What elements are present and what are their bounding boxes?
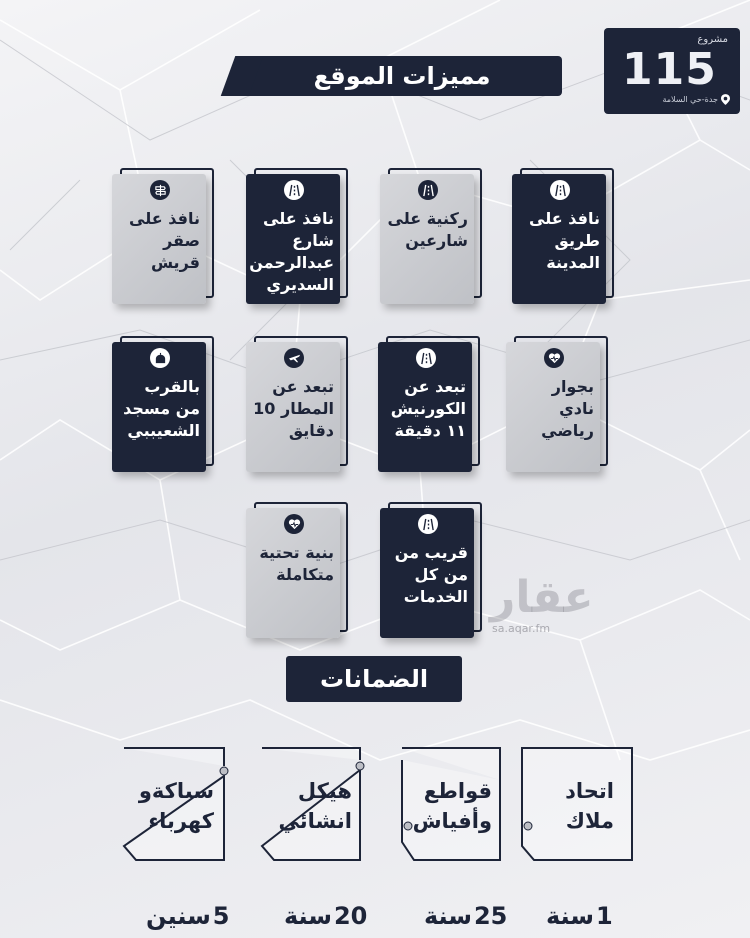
feature-card [112,342,206,472]
page-title: مميزات الموقع [313,62,491,90]
feature-text: نافذ على صقر قريش [129,209,200,272]
guarantee-unit: سنة [424,902,472,930]
signpost-icon [150,180,170,200]
guarantees-title: الضمانات [319,665,429,693]
heart-pulse-icon [284,514,304,534]
feature-card [506,342,600,472]
guarantee-box [404,748,502,856]
road-icon [416,348,436,368]
guarantee-text: اتحاد ملاك [565,779,614,833]
guarantee-unit: سنة [546,902,594,930]
project-badge [604,28,740,114]
guarantee-duration [424,902,507,930]
road-icon [418,514,438,534]
guarantee-unit: سنة [284,902,332,930]
guarantee-duration [546,902,613,930]
guarantee-text: قواطع وأفياش [412,779,492,833]
road-icon [550,180,570,200]
airplane-icon [284,348,304,368]
guarantee-duration [284,902,367,930]
project-location [662,94,730,105]
feature-card [378,342,472,472]
location-text: جدة-حي السلامة [662,95,718,104]
guarantee-text: سباكةو كهرباء [138,779,214,833]
feature-card [246,174,340,304]
feature-text: بجوار نادي رياضي [541,377,594,440]
project-number: 115 [622,44,717,95]
location-pin-icon [721,94,730,105]
guarantee-years: 5 [212,902,230,930]
guarantee-years: 20 [333,902,368,930]
feature-text: تبعد عن المطار 10 دقايق [253,377,334,440]
watermark-logo: عقار [490,572,594,623]
feature-card [512,174,606,304]
mosque-icon [150,348,170,368]
feature-card [246,342,340,472]
section-title-bar [242,56,562,96]
guarantee-box [526,748,624,856]
guarantees-title-bar [286,656,462,702]
road-icon [418,180,438,200]
guarantee-duration [146,902,230,930]
guarantee-text: هيكل انشائي [278,779,352,833]
guarantee-box [264,748,362,856]
feature-card [246,508,340,638]
feature-text: ركنية على شارعين [387,209,468,250]
feature-text: قريب من من كل الخدمات [394,543,468,606]
guarantee-unit: سنين [146,902,211,930]
guarantee-years: 1 [595,902,613,930]
feature-card [112,174,206,304]
watermark-url: sa.aqar.fm [492,622,551,635]
feature-text: بالقرب من مسجد الشعيببي [123,377,200,440]
guarantee-years: 25 [473,902,508,930]
guarantees-frames [0,730,750,880]
feature-card [380,508,474,638]
guarantee-box [126,748,224,856]
feature-text: نافذ على طريق المدينة [529,209,600,272]
feature-card [380,174,474,304]
feature-text: نافذ على شارع عبدالرحمن السديري [249,209,334,294]
heart-pulse-icon [544,348,564,368]
feature-text: بنية تحتية متكاملة [259,543,334,584]
project-label: مشروع [697,34,728,45]
road-icon [284,180,304,200]
feature-text: تبعد عن الكورنيش ١١ دقيقة [390,377,466,440]
